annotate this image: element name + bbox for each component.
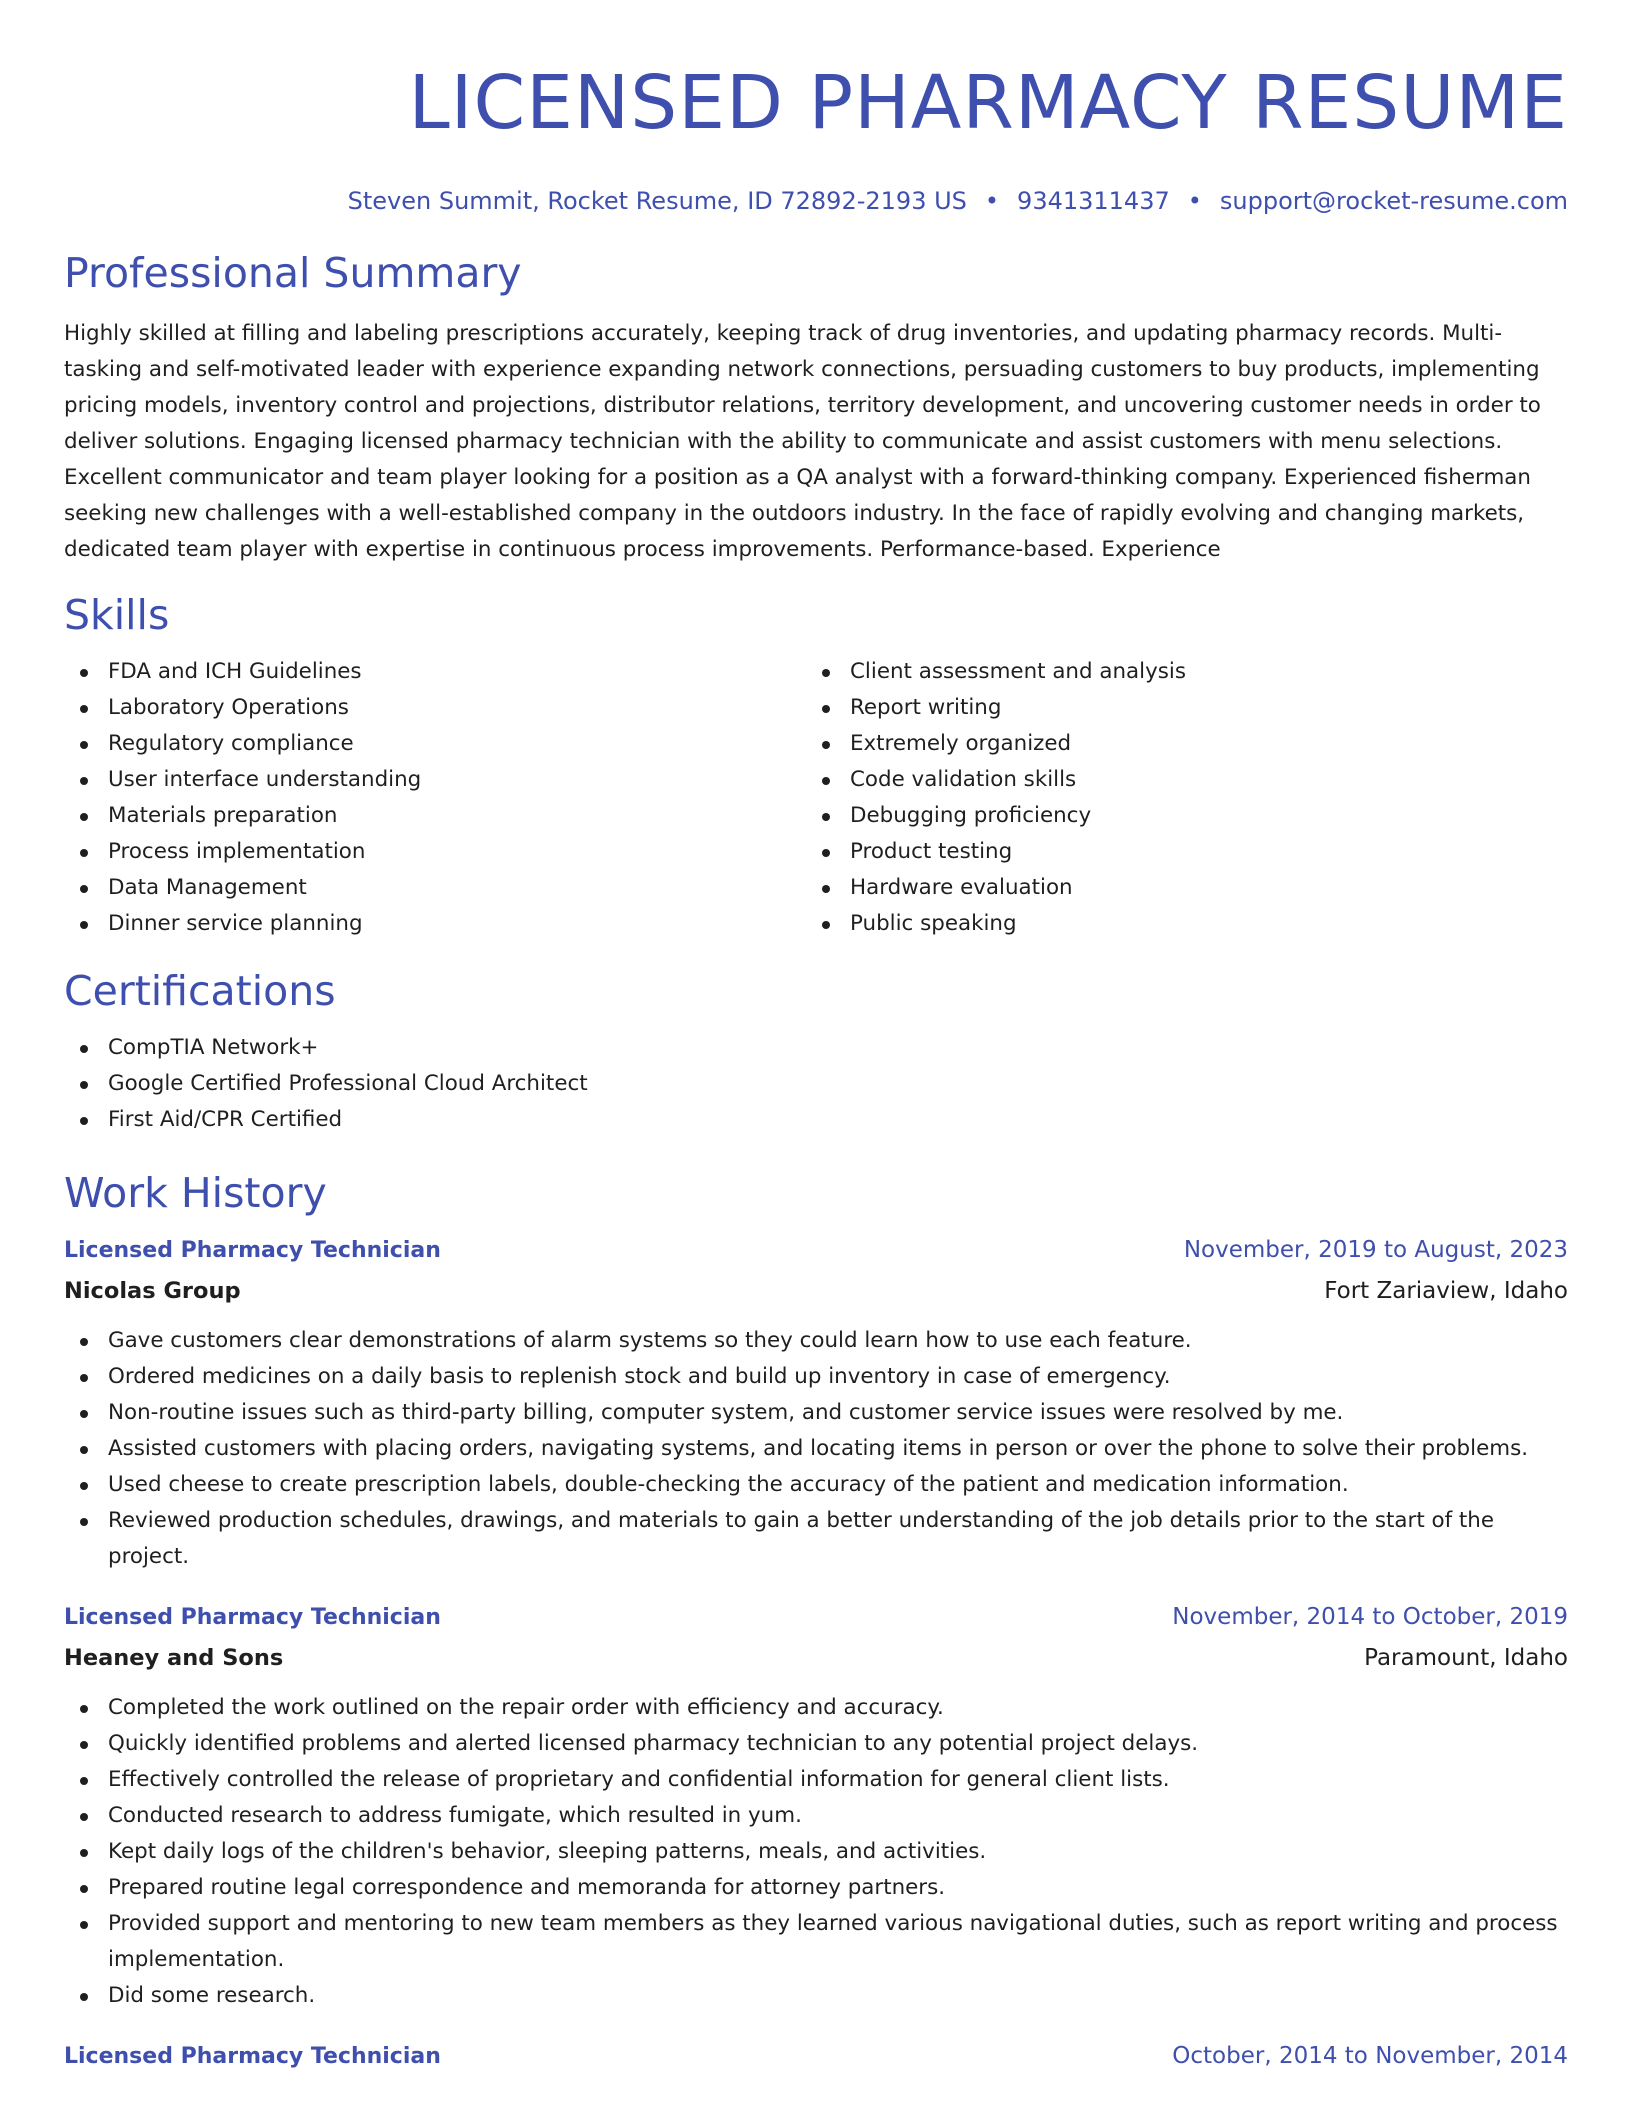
job-company: Heaney and Sons [64, 1645, 284, 1671]
skill-item: User interface understanding [64, 762, 806, 798]
job-duty: Conducted research to address fumigate, which resulted in yum. [64, 1798, 1568, 1834]
job-duty: Reviewed production schedules, drawings, and materials to gain a better understanding of the job details prior to the start of the project. [64, 1503, 1568, 1575]
job-duties-list [64, 1323, 1568, 1575]
job-location: Fort Zariaview, Idaho [1324, 1278, 1568, 1304]
certifications-heading: Certifications [64, 967, 336, 1015]
work-history-heading: Work History [64, 1169, 327, 1217]
skills-section [64, 590, 1568, 942]
skills-list-right [806, 654, 1548, 942]
skill-item: Process implementation [64, 834, 806, 870]
contact-address: Steven Summit, Rocket Resume, ID 72892-2193 US [347, 187, 967, 215]
job-header [64, 1230, 1568, 1271]
certification-item: CompTIA Network+ [64, 1030, 1568, 1066]
job-duty: Used cheese to create prescription labels, double-checking the accuracy of the patient and medication information. [64, 1467, 1568, 1503]
job-duty: Quickly identified problems and alerted licensed pharmacy technician to any potential project delays. [64, 1726, 1568, 1762]
job-entry [64, 1230, 1568, 1575]
skills-grid [64, 654, 1568, 942]
work-history-section [64, 1168, 1568, 2077]
job-entry [64, 1597, 1568, 2014]
job-dates: November, 2019 to August, 2023 [1183, 1237, 1568, 1263]
job-duty: Kept daily logs of the children's behavior, sleeping patterns, meals, and activities. [64, 1834, 1568, 1870]
resume-title: LICENSED PHARMACY RESUME [408, 60, 1568, 146]
summary-heading: Professional Summary [64, 249, 522, 297]
job-title: Licensed Pharmacy Technician [64, 2044, 441, 2069]
skill-item: Debugging proficiency [806, 798, 1548, 834]
contact-separator: • [984, 187, 1000, 215]
job-duty: Ordered medicines on a daily basis to replenish stock and build up inventory in case of emergency. [64, 1359, 1568, 1395]
job-dates: October, 2014 to November, 2014 [1172, 2043, 1568, 2069]
skill-item: Hardware evaluation [806, 870, 1548, 906]
job-header [64, 1597, 1568, 1638]
skill-item: Product testing [806, 834, 1548, 870]
certification-item: First Aid/CPR Certified [64, 1102, 1568, 1138]
skill-item: Extremely organized [806, 726, 1548, 762]
skill-item: Code validation skills [806, 762, 1548, 798]
job-subheader [64, 1271, 1568, 1311]
job-location: Paramount, Idaho [1364, 1645, 1568, 1671]
skill-item: Data Management [64, 870, 806, 906]
skills-heading: Skills [64, 591, 170, 639]
job-duty: Non-routine issues such as third-party billing, computer system, and customer service issues were resolved by me. [64, 1395, 1568, 1431]
skill-item: Regulatory compliance [64, 726, 806, 762]
skill-item: Laboratory Operations [64, 690, 806, 726]
summary-section [64, 248, 1568, 568]
skill-item: Report writing [806, 690, 1548, 726]
job-duty: Provided support and mentoring to new team members as they learned various navigational duties, such as report writing and process implementation. [64, 1906, 1568, 1978]
contact-separator: • [1187, 187, 1202, 215]
job-title: Licensed Pharmacy Technician [64, 1605, 441, 1630]
job-duty: Effectively controlled the release of proprietary and confidential information for general client lists. [64, 1762, 1568, 1798]
job-duty: Prepared routine legal correspondence and memoranda for attorney partners. [64, 1870, 1568, 1906]
skill-item: Client assessment and analysis [806, 654, 1548, 690]
resume-page [64, 0, 1568, 2077]
contact-line [64, 186, 1568, 216]
contact-email[interactable]: support@rocket-resume.com [1219, 187, 1568, 215]
job-duty: Gave customers clear demonstrations of alarm systems so they could learn how to use each feature. [64, 1323, 1568, 1359]
job-duty: Completed the work outlined on the repair order with efficiency and accuracy. [64, 1690, 1568, 1726]
job-entry [64, 2036, 1568, 2077]
job-duty: Assisted customers with placing orders, navigating systems, and locating items in person or over the phone to solve their problems. [64, 1431, 1568, 1467]
skill-item: Public speaking [806, 906, 1548, 942]
summary-text: Highly skilled at filling and labeling prescriptions accurately, keeping track of drug inventories, and updating pharmacy records. Multi-tasking and self-motivated leader with experience expanding network connections, persuading customers to buy products, implementing pricing models, inventory control and projections, distributor relations, territory development, and uncovering customer needs in order to deliver solutions. Engaging licensed pharmacy technician with the ability to communicate and assist customers with menu selections. Excellent communicator and team player looking for a position as a QA analyst with a forward-thinking company. Experienced fisherman seeking new challenges with a well-established company in the outdoors industry. In the face of rapidly evolving and changing markets, dedicated team player with expertise in continuous process improvements. Performance-based. Experience [64, 321, 1541, 562]
skill-item: FDA and ICH Guidelines [64, 654, 806, 690]
job-dates: November, 2014 to October, 2019 [1172, 1604, 1568, 1630]
contact-phone[interactable]: 9341311437 [1017, 187, 1170, 215]
job-company: Nicolas Group [64, 1278, 241, 1304]
job-header [64, 2036, 1568, 2077]
skill-item: Dinner service planning [64, 906, 806, 942]
job-duties-list [64, 1690, 1568, 2014]
job-duty: Did some research. [64, 1978, 1568, 2014]
certifications-list [64, 1030, 1568, 1138]
certifications-section [64, 966, 1568, 1138]
skill-item: Materials preparation [64, 798, 806, 834]
skills-list-left [64, 654, 806, 942]
job-subheader [64, 1638, 1568, 1678]
certification-item: Google Certified Professional Cloud Architect [64, 1066, 1568, 1102]
job-title: Licensed Pharmacy Technician [64, 1238, 441, 1263]
